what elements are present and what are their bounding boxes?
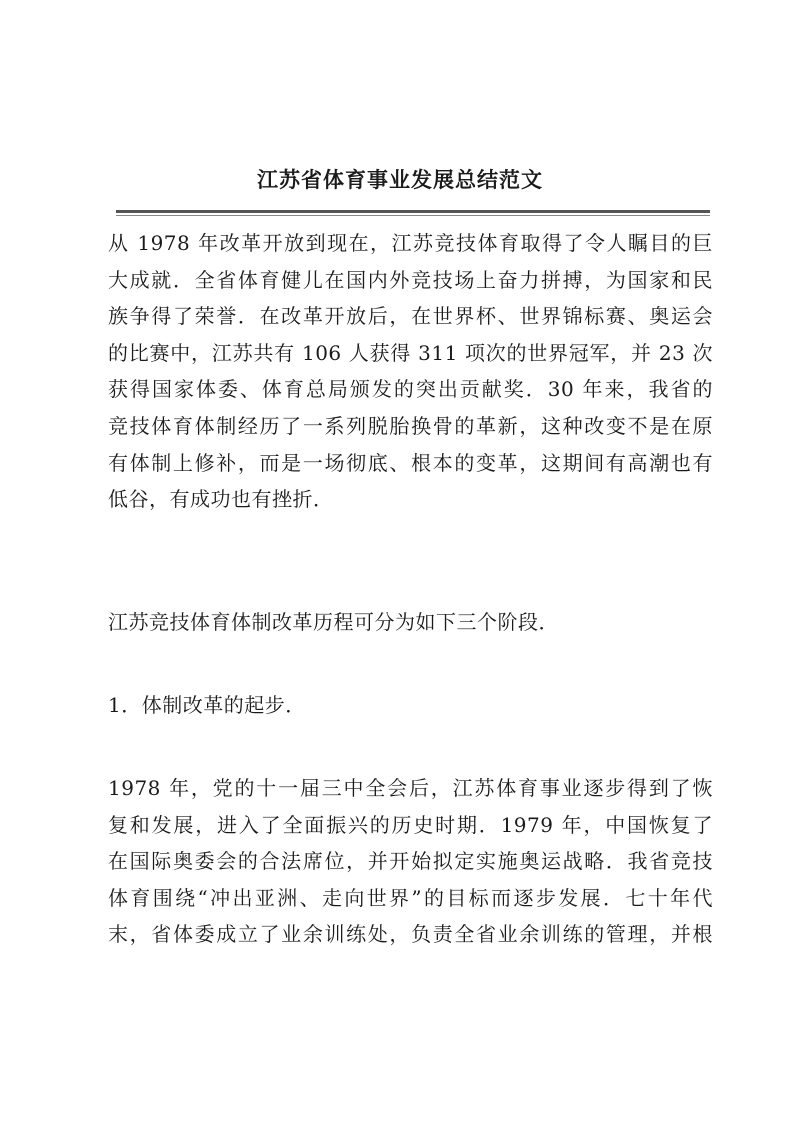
text-line: 竞技体育体制经历了一系列脱胎换骨的革新，这种改变不是在原 [108, 413, 713, 438]
text-line: 体育围绕“冲出亚洲、走向世界”的目标而逐步发展．七十年代 [108, 885, 713, 910]
text-line: 1978 年，党的十一届三中全会后，江苏体育事业逐步得到了恢 [108, 776, 713, 800]
paragraph-1978 [108, 770, 713, 953]
document-title: 江苏省体育事业发展总结范文 [257, 167, 543, 192]
text-line: 有体制上修补，而是一场彻底、根本的变革，这期间有高潮也有 [108, 450, 713, 475]
text-line: 复和发展，进入了全面振兴的历史时期．1979 年，中国恢复了 [108, 812, 713, 837]
paragraph-intro [108, 225, 713, 518]
text-line: 获得国家体委、体育总局颁发的突出贡献奖．30 年来，我省的 [108, 377, 713, 402]
title-divider-thin [116, 215, 710, 216]
text-line: 江苏竞技体育体制改革历程可分为如下三个阶段． [108, 610, 559, 634]
text-line: 的比赛中，江苏共有 106 人获得 311 项次的世界冠军，并 23 次 [108, 340, 713, 365]
text-line: 末，省体委成立了业余训练处，负责全省业余训练的管理，并根 [108, 922, 713, 947]
text-line: 从 1978 年改革开放到现在，江苏竞技体育取得了令人瞩目的巨 [108, 231, 713, 255]
text-line: 在国际奥委会的合法席位，并开始拟定实施奥运战略．我省竞技 [108, 849, 713, 874]
title-divider-thick [116, 210, 710, 213]
paragraph-stages [108, 604, 713, 641]
paragraph-section-heading [108, 687, 713, 724]
text-line: 族争得了荣誉．在改革开放后，在世界杯、世界锦标赛、奥运会 [108, 304, 713, 329]
text-line: 1．体制改革的起步． [108, 693, 306, 717]
text-line: 大成就．全省体育健儿在国内外竞技场上奋力拼搏，为国家和民 [108, 267, 713, 292]
text-line: 低谷，有成功也有挫折． [108, 487, 334, 512]
